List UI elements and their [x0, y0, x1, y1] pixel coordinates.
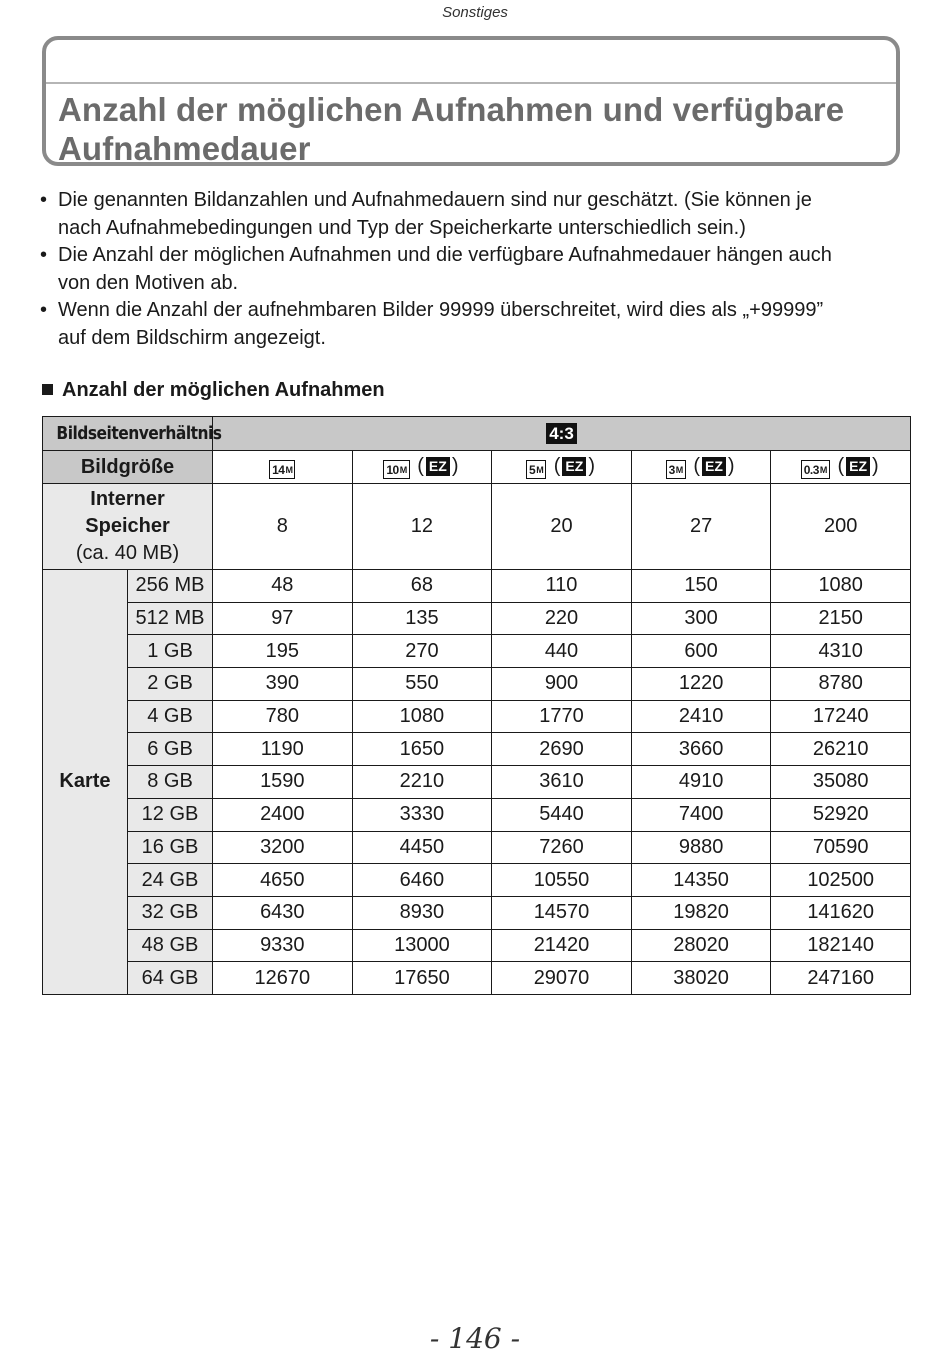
- table-cell: 3330: [352, 798, 492, 831]
- table-cell: 26210: [771, 733, 911, 766]
- table-cell: 1220: [631, 668, 771, 701]
- table-cell: 38020: [631, 962, 771, 995]
- section-heading: [42, 379, 385, 402]
- card-capacity: 32 GB: [128, 896, 213, 929]
- section-heading-text: Anzahl der möglichen Aufnahmen: [62, 379, 385, 401]
- extended-zoom-icon: EZ: [846, 457, 870, 476]
- card-capacity: 48 GB: [128, 929, 213, 962]
- table-cell: 27: [631, 484, 771, 570]
- table-cell: 2400: [213, 798, 353, 831]
- table-row: [43, 864, 911, 897]
- card-label: Karte: [43, 570, 128, 995]
- table-cell: 14570: [492, 896, 632, 929]
- internal-memory-row: [43, 484, 911, 570]
- table-cell: 4310: [771, 635, 911, 668]
- table-cell: 5440: [492, 798, 632, 831]
- page-title: [58, 90, 844, 168]
- table-cell: 900: [492, 668, 632, 701]
- table-cell: 12670: [213, 962, 353, 995]
- table-cell: 21420: [492, 929, 632, 962]
- card-capacity: 64 GB: [128, 962, 213, 995]
- table-row: [43, 798, 911, 831]
- table-cell: 20: [492, 484, 632, 570]
- table-cell: 550: [352, 668, 492, 701]
- table-row: [43, 929, 911, 962]
- table-cell: 780: [213, 700, 353, 733]
- recordable-pictures-table: [42, 416, 911, 995]
- table-cell: 220: [492, 602, 632, 635]
- page-title-line-1: Anzahl der möglichen Aufnahmen und verfügbare: [58, 91, 845, 128]
- note-line: von den Motiven ab.: [58, 271, 239, 294]
- title-box: [42, 36, 900, 166]
- title-box-rule: [46, 82, 896, 84]
- table-cell: 2150: [771, 602, 911, 635]
- card-capacity: 512 MB: [128, 602, 213, 635]
- table-cell: 28020: [631, 929, 771, 962]
- table-cell: 1590: [213, 766, 353, 799]
- card-capacity: 4 GB: [128, 700, 213, 733]
- table-cell: 17240: [771, 700, 911, 733]
- picture-size-header: 5 M ( EZ ): [492, 451, 632, 484]
- aspect-ratio-value-cell: [213, 417, 911, 451]
- bullet-dot: •: [40, 299, 48, 321]
- table-cell: 150: [631, 570, 771, 603]
- aspect-ratio-label: Bildseitenverhältnis: [56, 423, 222, 444]
- extended-zoom-icon: EZ: [426, 457, 450, 476]
- page-number: - 146 -: [429, 1322, 521, 1355]
- aspect-ratio-row: [43, 417, 911, 451]
- note-item: [38, 187, 918, 242]
- card-capacity: 24 GB: [128, 864, 213, 897]
- card-capacity: 8 GB: [128, 766, 213, 799]
- table-cell: 97: [213, 602, 353, 635]
- table-cell: 29070: [492, 962, 632, 995]
- notes-list: [38, 187, 918, 352]
- table-cell: 9330: [213, 929, 353, 962]
- note-item: [38, 297, 918, 352]
- note-line: nach Aufnahmebedingungen und Typ der Speicherkarte unterschiedlich sein.): [58, 216, 746, 239]
- table-cell: 2690: [492, 733, 632, 766]
- extended-zoom-icon: EZ: [702, 457, 726, 476]
- picture-size-label: Bildgröße: [43, 451, 213, 484]
- table-cell: 135: [352, 602, 492, 635]
- table-cell: 1080: [352, 700, 492, 733]
- card-capacity: 2 GB: [128, 668, 213, 701]
- table-cell: 35080: [771, 766, 911, 799]
- table-cell: 2410: [631, 700, 771, 733]
- table-cell: 19820: [631, 896, 771, 929]
- table-cell: 2210: [352, 766, 492, 799]
- card-capacity: 12 GB: [128, 798, 213, 831]
- note-line: auf dem Bildschirm angezeigt.: [58, 326, 326, 349]
- table-cell: 1190: [213, 733, 353, 766]
- card-capacity: 6 GB: [128, 733, 213, 766]
- table-cell: 195: [213, 635, 353, 668]
- picture-size-icon: 10 M: [383, 460, 409, 479]
- table-row: [43, 602, 911, 635]
- table-cell: 13000: [352, 929, 492, 962]
- picture-size-header: 3 M ( EZ ): [631, 451, 771, 484]
- aspect-ratio-4-3-icon: 4:3: [546, 423, 577, 444]
- table-cell: 7400: [631, 798, 771, 831]
- square-bullet-icon: [42, 384, 53, 395]
- card-capacity: 256 MB: [128, 570, 213, 603]
- table-cell: 7260: [492, 831, 632, 864]
- picture-size-header: [213, 451, 353, 484]
- table-cell: 141620: [771, 896, 911, 929]
- table-cell: 270: [352, 635, 492, 668]
- picture-size-icon: 3 M: [666, 460, 686, 479]
- note-item: [38, 242, 918, 297]
- picture-size-header: 10 M ( EZ ): [352, 451, 492, 484]
- table-cell: 4450: [352, 831, 492, 864]
- table-cell: 3610: [492, 766, 632, 799]
- table-cell: 110: [492, 570, 632, 603]
- table-cell: 390: [213, 668, 353, 701]
- note-line: Die genannten Bildanzahlen und Aufnahmedauern sind nur geschätzt. (Sie können je: [58, 189, 812, 211]
- note-line: Die Anzahl der möglichen Aufnahmen und die verfügbare Aufnahmedauer hängen auch: [58, 244, 832, 266]
- table-cell: 12: [352, 484, 492, 570]
- table-row: [43, 700, 911, 733]
- table-cell: 247160: [771, 962, 911, 995]
- table-cell: 3660: [631, 733, 771, 766]
- table-cell: 68: [352, 570, 492, 603]
- table-cell: 70590: [771, 831, 911, 864]
- internal-memory-label: Interner Speicher (ca. 40 MB): [43, 484, 213, 570]
- picture-size-icon: 5 M: [526, 460, 546, 479]
- extended-zoom-icon: EZ: [562, 457, 586, 476]
- table-cell: 6430: [213, 896, 353, 929]
- bullet-dot: •: [40, 244, 48, 266]
- table-row: [43, 733, 911, 766]
- table-cell: 4650: [213, 864, 353, 897]
- table-cell: 600: [631, 635, 771, 668]
- table-cell: 8780: [771, 668, 911, 701]
- table-row: [43, 962, 911, 995]
- table-cell: 300: [631, 602, 771, 635]
- table-cell: 182140: [771, 929, 911, 962]
- table-cell: 52920: [771, 798, 911, 831]
- table-cell: 4910: [631, 766, 771, 799]
- table-cell: 14350: [631, 864, 771, 897]
- note-line: Wenn die Anzahl der aufnehmbaren Bilder 99999 überschreitet, wird dies als „+99999”: [58, 299, 824, 321]
- card-rows: [43, 570, 911, 995]
- table-cell: 1770: [492, 700, 632, 733]
- table-row: [43, 635, 911, 668]
- picture-size-icon: 0.3 M: [801, 460, 830, 479]
- page-title-line-2: Aufnahmedauer: [58, 130, 311, 167]
- table-cell: 1080: [771, 570, 911, 603]
- table-row: [43, 766, 911, 799]
- aspect-ratio-label-cell: [43, 417, 222, 451]
- table-cell: 8930: [352, 896, 492, 929]
- table-cell: 440: [492, 635, 632, 668]
- table-row: [43, 896, 911, 929]
- picture-size-header: 0.3 M ( EZ ): [771, 451, 911, 484]
- card-capacity: 16 GB: [128, 831, 213, 864]
- table-cell: 8: [213, 484, 353, 570]
- table-row: [43, 570, 911, 603]
- table-cell: 48: [213, 570, 353, 603]
- table-cell: 17650: [352, 962, 492, 995]
- table-cell: 3200: [213, 831, 353, 864]
- table-cell: 9880: [631, 831, 771, 864]
- table-row: [43, 668, 911, 701]
- table-cell: 6460: [352, 864, 492, 897]
- picture-size-icon: 14 M: [269, 460, 295, 479]
- running-header: Sonstiges: [442, 4, 508, 21]
- picture-size-row: [43, 451, 911, 484]
- table-row: [43, 831, 911, 864]
- card-capacity: 1 GB: [128, 635, 213, 668]
- bullet-dot: •: [40, 189, 48, 211]
- table-cell: 102500: [771, 864, 911, 897]
- table-cell: 200: [771, 484, 911, 570]
- table-cell: 1650: [352, 733, 492, 766]
- table-cell: 10550: [492, 864, 632, 897]
